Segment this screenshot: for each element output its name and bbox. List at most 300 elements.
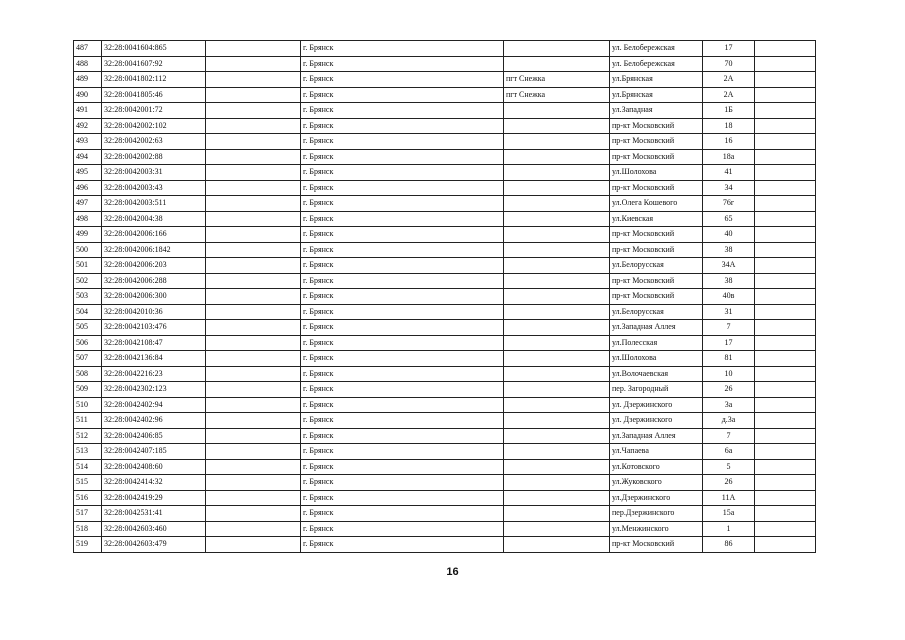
cadastral-number-cell: 32:28:0041604:865 xyxy=(102,41,206,57)
house-number-cell: 18 xyxy=(703,118,755,134)
cadastral-number-cell: 32:28:0042419:29 xyxy=(102,490,206,506)
city-cell: г. Брянск xyxy=(301,72,504,88)
empty-cell xyxy=(755,335,816,351)
table-row xyxy=(74,366,816,382)
row-number-cell: 516 xyxy=(74,490,102,506)
empty-cell xyxy=(755,289,816,305)
row-number-cell: 514 xyxy=(74,459,102,475)
cadastral-number-cell: 32:28:0042103:476 xyxy=(102,320,206,336)
empty-cell xyxy=(206,289,301,305)
table-row xyxy=(74,72,816,88)
house-number-cell: 38 xyxy=(703,242,755,258)
row-number-cell: 518 xyxy=(74,521,102,537)
street-cell: ул.Чапаева xyxy=(610,444,703,460)
street-cell: ул.Белорусская xyxy=(610,258,703,274)
street-cell: ул.Жуковского xyxy=(610,475,703,491)
empty-cell xyxy=(755,180,816,196)
cadastral-number-cell: 32:28:0042006:166 xyxy=(102,227,206,243)
city-cell: г. Брянск xyxy=(301,320,504,336)
cadastral-number-cell: 32:28:0042001:72 xyxy=(102,103,206,119)
house-number-cell: 65 xyxy=(703,211,755,227)
city-cell: г. Брянск xyxy=(301,196,504,212)
street-cell: пр-кт Московский xyxy=(610,134,703,150)
settlement-cell xyxy=(504,304,610,320)
row-number-cell: 515 xyxy=(74,475,102,491)
settlement-cell xyxy=(504,211,610,227)
city-cell: г. Брянск xyxy=(301,382,504,398)
cadastral-number-cell: 32:28:0042108:47 xyxy=(102,335,206,351)
city-cell: г. Брянск xyxy=(301,273,504,289)
table-row xyxy=(74,320,816,336)
house-number-cell: д.3а xyxy=(703,413,755,429)
row-number-cell: 500 xyxy=(74,242,102,258)
empty-cell xyxy=(755,87,816,103)
house-number-cell: 40в xyxy=(703,289,755,305)
cadastral-number-cell: 32:28:0042003:511 xyxy=(102,196,206,212)
row-number-cell: 504 xyxy=(74,304,102,320)
table-row xyxy=(74,382,816,398)
city-cell: г. Брянск xyxy=(301,490,504,506)
row-number-cell: 490 xyxy=(74,87,102,103)
house-number-cell: 16 xyxy=(703,134,755,150)
cadastral-number-cell: 32:28:0042408:60 xyxy=(102,459,206,475)
empty-cell xyxy=(755,506,816,522)
cadastral-number-cell: 32:28:0042406:85 xyxy=(102,428,206,444)
empty-cell xyxy=(206,180,301,196)
empty-cell xyxy=(755,134,816,150)
city-cell: г. Брянск xyxy=(301,289,504,305)
cadastral-number-cell: 32:28:0042302:123 xyxy=(102,382,206,398)
street-cell: пер. Загородный xyxy=(610,382,703,398)
empty-cell xyxy=(755,413,816,429)
cadastral-number-cell: 32:28:0042006:300 xyxy=(102,289,206,305)
house-number-cell: 26 xyxy=(703,475,755,491)
empty-cell xyxy=(206,304,301,320)
cadastral-number-cell: 32:28:0042006:288 xyxy=(102,273,206,289)
city-cell: г. Брянск xyxy=(301,537,504,553)
street-cell: ул.Белорусская xyxy=(610,304,703,320)
empty-cell xyxy=(206,397,301,413)
street-cell: ул. Дзержинского xyxy=(610,413,703,429)
table-row xyxy=(74,211,816,227)
empty-cell xyxy=(755,304,816,320)
empty-cell xyxy=(206,413,301,429)
cadastral-number-cell: 32:28:0041802:112 xyxy=(102,72,206,88)
settlement-cell xyxy=(504,428,610,444)
house-number-cell: 15а xyxy=(703,506,755,522)
settlement-cell xyxy=(504,459,610,475)
cadastral-number-cell: 32:28:0042003:31 xyxy=(102,165,206,181)
row-number-cell: 512 xyxy=(74,428,102,444)
empty-cell xyxy=(755,397,816,413)
street-cell: пр-кт Московский xyxy=(610,537,703,553)
table-row xyxy=(74,180,816,196)
row-number-cell: 502 xyxy=(74,273,102,289)
settlement-cell xyxy=(504,521,610,537)
table-row xyxy=(74,134,816,150)
row-number-cell: 513 xyxy=(74,444,102,460)
cadastral-number-cell: 32:28:0042603:479 xyxy=(102,537,206,553)
empty-cell xyxy=(206,521,301,537)
empty-cell xyxy=(206,103,301,119)
row-number-cell: 495 xyxy=(74,165,102,181)
cadastral-number-cell: 32:28:0042006:203 xyxy=(102,258,206,274)
city-cell: г. Брянск xyxy=(301,87,504,103)
settlement-cell xyxy=(504,242,610,258)
empty-cell xyxy=(755,227,816,243)
city-cell: г. Брянск xyxy=(301,304,504,320)
empty-cell xyxy=(206,428,301,444)
street-cell: ул.Киевская xyxy=(610,211,703,227)
table-row xyxy=(74,149,816,165)
empty-cell xyxy=(206,227,301,243)
city-cell: г. Брянск xyxy=(301,475,504,491)
settlement-cell xyxy=(504,180,610,196)
row-number-cell: 491 xyxy=(74,103,102,119)
house-number-cell: 7 xyxy=(703,428,755,444)
settlement-cell: пгт Снежка xyxy=(504,87,610,103)
row-number-cell: 508 xyxy=(74,366,102,382)
empty-cell xyxy=(206,490,301,506)
empty-cell xyxy=(755,242,816,258)
table-row xyxy=(74,475,816,491)
table-row xyxy=(74,335,816,351)
house-number-cell: 86 xyxy=(703,537,755,553)
empty-cell xyxy=(206,87,301,103)
settlement-cell xyxy=(504,118,610,134)
registry-table xyxy=(73,40,816,553)
street-cell: ул.Дзержинского xyxy=(610,490,703,506)
empty-cell xyxy=(206,242,301,258)
row-number-cell: 519 xyxy=(74,537,102,553)
city-cell: г. Брянск xyxy=(301,211,504,227)
cadastral-number-cell: 32:28:0042414:32 xyxy=(102,475,206,491)
empty-cell xyxy=(206,118,301,134)
empty-cell xyxy=(206,320,301,336)
table-row xyxy=(74,304,816,320)
table-row xyxy=(74,227,816,243)
settlement-cell xyxy=(504,366,610,382)
cadastral-number-cell: 32:28:0042002:88 xyxy=(102,149,206,165)
city-cell: г. Брянск xyxy=(301,351,504,367)
table-row xyxy=(74,56,816,72)
street-cell: ул.Шолохова xyxy=(610,351,703,367)
street-cell: ул. Белобережская xyxy=(610,56,703,72)
row-number-cell: 488 xyxy=(74,56,102,72)
empty-cell xyxy=(755,537,816,553)
table-row xyxy=(74,444,816,460)
empty-cell xyxy=(755,41,816,57)
empty-cell xyxy=(755,56,816,72)
settlement-cell xyxy=(504,335,610,351)
table-row xyxy=(74,258,816,274)
house-number-cell: 81 xyxy=(703,351,755,367)
cadastral-number-cell: 32:28:0042402:96 xyxy=(102,413,206,429)
cadastral-number-cell: 32:28:0042531:41 xyxy=(102,506,206,522)
cadastral-number-cell: 32:28:0042002:102 xyxy=(102,118,206,134)
house-number-cell: 10 xyxy=(703,366,755,382)
settlement-cell xyxy=(504,351,610,367)
empty-cell xyxy=(206,459,301,475)
house-number-cell: 17 xyxy=(703,41,755,57)
street-cell: пр-кт Московский xyxy=(610,242,703,258)
empty-cell xyxy=(755,103,816,119)
street-cell: ул. Белобережская xyxy=(610,41,703,57)
cadastral-number-cell: 32:28:0042006:1842 xyxy=(102,242,206,258)
settlement-cell xyxy=(504,289,610,305)
city-cell: г. Брянск xyxy=(301,134,504,150)
table-row xyxy=(74,413,816,429)
empty-cell xyxy=(206,537,301,553)
cadastral-number-cell: 32:28:0041607:92 xyxy=(102,56,206,72)
empty-cell xyxy=(755,149,816,165)
city-cell: г. Брянск xyxy=(301,258,504,274)
row-number-cell: 505 xyxy=(74,320,102,336)
table-row xyxy=(74,87,816,103)
cadastral-number-cell: 32:28:0042002:63 xyxy=(102,134,206,150)
city-cell: г. Брянск xyxy=(301,428,504,444)
city-cell: г. Брянск xyxy=(301,521,504,537)
street-cell: ул. Дзержинского xyxy=(610,397,703,413)
cadastral-number-cell: 32:28:0042003:43 xyxy=(102,180,206,196)
settlement-cell xyxy=(504,444,610,460)
empty-cell xyxy=(755,490,816,506)
empty-cell xyxy=(755,521,816,537)
cadastral-number-cell: 32:28:0042010:36 xyxy=(102,304,206,320)
settlement-cell xyxy=(504,382,610,398)
empty-cell xyxy=(755,459,816,475)
empty-cell xyxy=(206,506,301,522)
settlement-cell xyxy=(504,196,610,212)
city-cell: г. Брянск xyxy=(301,413,504,429)
house-number-cell: 11А xyxy=(703,490,755,506)
empty-cell xyxy=(755,196,816,212)
cadastral-number-cell: 32:28:0042136:84 xyxy=(102,351,206,367)
house-number-cell: 40 xyxy=(703,227,755,243)
cadastral-number-cell: 32:28:0041805:46 xyxy=(102,87,206,103)
street-cell: ул.Олега Кошевого xyxy=(610,196,703,212)
house-number-cell: 38 xyxy=(703,273,755,289)
cadastral-number-cell: 32:28:0042603:460 xyxy=(102,521,206,537)
empty-cell xyxy=(755,72,816,88)
empty-cell xyxy=(206,72,301,88)
empty-cell xyxy=(206,149,301,165)
registry-rows xyxy=(74,41,816,553)
city-cell: г. Брянск xyxy=(301,103,504,119)
empty-cell xyxy=(206,134,301,150)
city-cell: г. Брянск xyxy=(301,165,504,181)
city-cell: г. Брянск xyxy=(301,506,504,522)
street-cell: пр-кт Московский xyxy=(610,180,703,196)
row-number-cell: 497 xyxy=(74,196,102,212)
settlement-cell xyxy=(504,149,610,165)
empty-cell xyxy=(206,273,301,289)
table-row xyxy=(74,428,816,444)
city-cell: г. Брянск xyxy=(301,118,504,134)
street-cell: пер.Дзержинского xyxy=(610,506,703,522)
empty-cell xyxy=(755,475,816,491)
cadastral-number-cell: 32:28:0042402:94 xyxy=(102,397,206,413)
row-number-cell: 493 xyxy=(74,134,102,150)
settlement-cell xyxy=(504,258,610,274)
page-number: 16 xyxy=(446,566,459,578)
table-row xyxy=(74,537,816,553)
street-cell: ул.Брянская xyxy=(610,72,703,88)
empty-cell xyxy=(206,366,301,382)
settlement-cell xyxy=(504,537,610,553)
street-cell: ул.Волочаевская xyxy=(610,366,703,382)
table-row xyxy=(74,103,816,119)
settlement-cell xyxy=(504,475,610,491)
settlement-cell xyxy=(504,490,610,506)
house-number-cell: 1 xyxy=(703,521,755,537)
settlement-cell xyxy=(504,165,610,181)
row-number-cell: 511 xyxy=(74,413,102,429)
house-number-cell: 7 xyxy=(703,320,755,336)
table-row xyxy=(74,397,816,413)
empty-cell xyxy=(755,320,816,336)
row-number-cell: 509 xyxy=(74,382,102,398)
table-row xyxy=(74,242,816,258)
house-number-cell: 34А xyxy=(703,258,755,274)
street-cell: ул.Западная Аллея xyxy=(610,428,703,444)
empty-cell xyxy=(755,428,816,444)
house-number-cell: 5 xyxy=(703,459,755,475)
settlement-cell xyxy=(504,227,610,243)
street-cell: ул.Шолохова xyxy=(610,165,703,181)
table-row xyxy=(74,165,816,181)
street-cell: пр-кт Московский xyxy=(610,118,703,134)
row-number-cell: 498 xyxy=(74,211,102,227)
cadastral-number-cell: 32:28:0042004:38 xyxy=(102,211,206,227)
row-number-cell: 507 xyxy=(74,351,102,367)
row-number-cell: 503 xyxy=(74,289,102,305)
street-cell: пр-кт Московский xyxy=(610,149,703,165)
empty-cell xyxy=(755,165,816,181)
city-cell: г. Брянск xyxy=(301,335,504,351)
table-row xyxy=(74,273,816,289)
empty-cell xyxy=(755,258,816,274)
empty-cell xyxy=(206,444,301,460)
empty-cell xyxy=(206,211,301,227)
row-number-cell: 501 xyxy=(74,258,102,274)
house-number-cell: 1Б xyxy=(703,103,755,119)
empty-cell xyxy=(755,444,816,460)
table-row xyxy=(74,289,816,305)
cadastral-number-cell: 32:28:0042216:23 xyxy=(102,366,206,382)
settlement-cell xyxy=(504,273,610,289)
table-row xyxy=(74,521,816,537)
table-row xyxy=(74,41,816,57)
city-cell: г. Брянск xyxy=(301,227,504,243)
empty-cell xyxy=(755,273,816,289)
house-number-cell: 31 xyxy=(703,304,755,320)
city-cell: г. Брянск xyxy=(301,149,504,165)
settlement-cell xyxy=(504,506,610,522)
house-number-cell: 2А xyxy=(703,87,755,103)
settlement-cell xyxy=(504,320,610,336)
cadastral-number-cell: 32:28:0042407:185 xyxy=(102,444,206,460)
empty-cell xyxy=(755,351,816,367)
street-cell: ул.Полесская xyxy=(610,335,703,351)
row-number-cell: 494 xyxy=(74,149,102,165)
city-cell: г. Брянск xyxy=(301,56,504,72)
house-number-cell: 34 xyxy=(703,180,755,196)
row-number-cell: 506 xyxy=(74,335,102,351)
house-number-cell: 6а xyxy=(703,444,755,460)
city-cell: г. Брянск xyxy=(301,41,504,57)
street-cell: ул.Западная Аллея xyxy=(610,320,703,336)
empty-cell xyxy=(755,366,816,382)
empty-cell xyxy=(206,165,301,181)
city-cell: г. Брянск xyxy=(301,180,504,196)
row-number-cell: 487 xyxy=(74,41,102,57)
house-number-cell: 3а xyxy=(703,397,755,413)
row-number-cell: 499 xyxy=(74,227,102,243)
city-cell: г. Брянск xyxy=(301,459,504,475)
street-cell: ул.Менжинского xyxy=(610,521,703,537)
settlement-cell xyxy=(504,41,610,57)
city-cell: г. Брянск xyxy=(301,444,504,460)
table-row xyxy=(74,196,816,212)
table-row xyxy=(74,118,816,134)
house-number-cell: 76г xyxy=(703,196,755,212)
empty-cell xyxy=(206,41,301,57)
street-cell: ул.Брянская xyxy=(610,87,703,103)
street-cell: пр-кт Московский xyxy=(610,227,703,243)
row-number-cell: 517 xyxy=(74,506,102,522)
settlement-cell xyxy=(504,413,610,429)
city-cell: г. Брянск xyxy=(301,242,504,258)
empty-cell xyxy=(755,382,816,398)
city-cell: г. Брянск xyxy=(301,366,504,382)
house-number-cell: 2А xyxy=(703,72,755,88)
empty-cell xyxy=(206,382,301,398)
empty-cell xyxy=(206,258,301,274)
empty-cell xyxy=(206,196,301,212)
street-cell: пр-кт Московский xyxy=(610,289,703,305)
empty-cell xyxy=(206,335,301,351)
settlement-cell xyxy=(504,56,610,72)
empty-cell xyxy=(206,351,301,367)
empty-cell xyxy=(755,118,816,134)
table-row xyxy=(74,459,816,475)
empty-cell xyxy=(206,475,301,491)
house-number-cell: 70 xyxy=(703,56,755,72)
house-number-cell: 17 xyxy=(703,335,755,351)
settlement-cell xyxy=(504,397,610,413)
empty-cell xyxy=(206,56,301,72)
settlement-cell xyxy=(504,103,610,119)
row-number-cell: 492 xyxy=(74,118,102,134)
table-row xyxy=(74,506,816,522)
street-cell: ул.Западная xyxy=(610,103,703,119)
row-number-cell: 489 xyxy=(74,72,102,88)
house-number-cell: 18а xyxy=(703,149,755,165)
street-cell: ул.Котовского xyxy=(610,459,703,475)
house-number-cell: 41 xyxy=(703,165,755,181)
row-number-cell: 510 xyxy=(74,397,102,413)
settlement-cell: пгт Снежка xyxy=(504,72,610,88)
table-row xyxy=(74,490,816,506)
row-number-cell: 496 xyxy=(74,180,102,196)
street-cell: пр-кт Московский xyxy=(610,273,703,289)
house-number-cell: 26 xyxy=(703,382,755,398)
settlement-cell xyxy=(504,134,610,150)
empty-cell xyxy=(755,211,816,227)
table-row xyxy=(74,351,816,367)
city-cell: г. Брянск xyxy=(301,397,504,413)
